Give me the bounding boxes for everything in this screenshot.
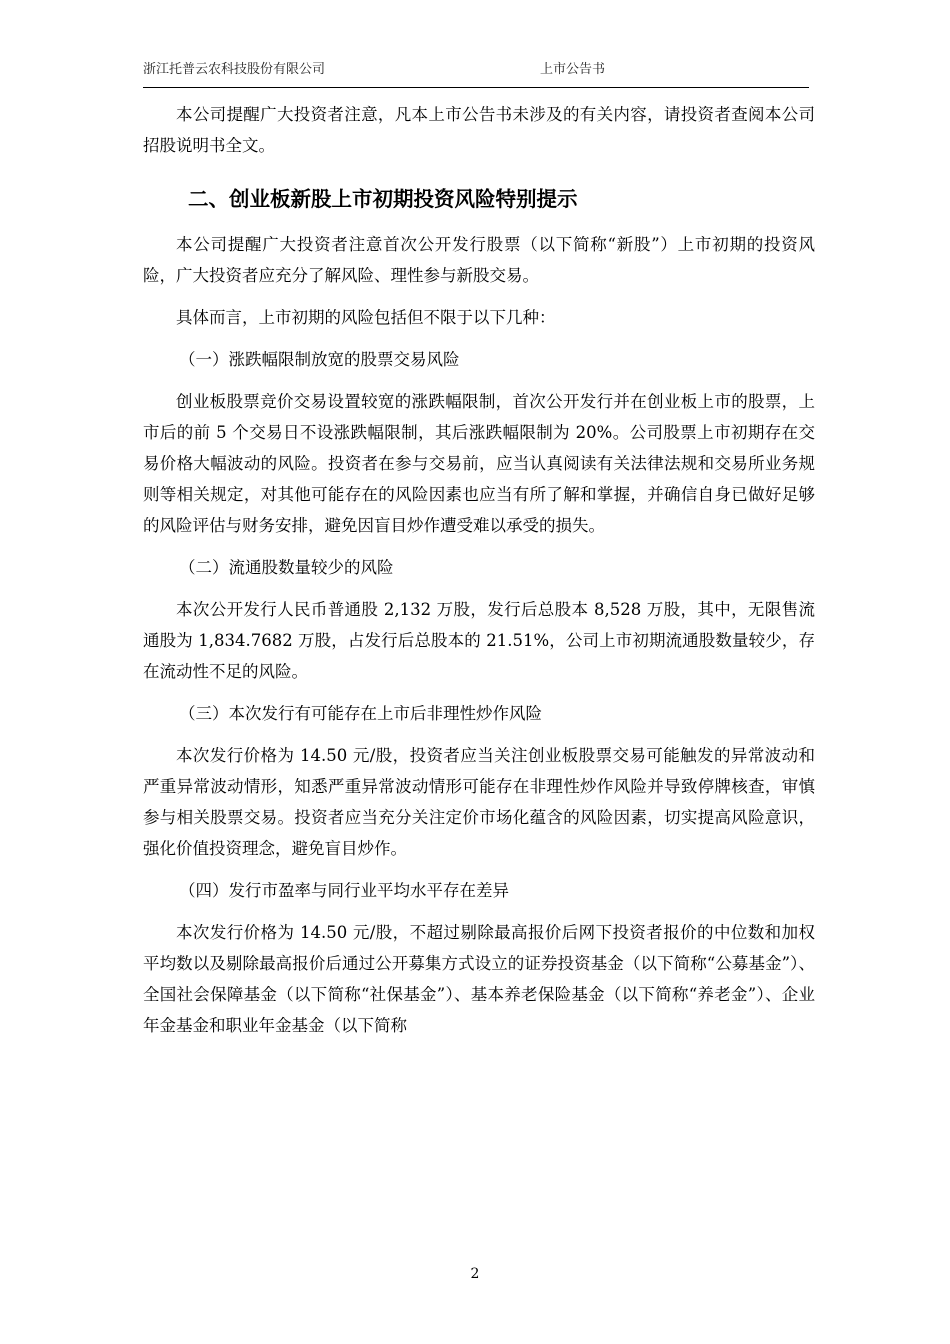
section-title: 二、创业板新股上市初期投资风险特别提示 <box>188 187 578 211</box>
intro-paragraph: 本公司提醒广大投资者注意，凡本上市公告书未涉及的有关内容，请投资者查阅本公司招股说明书全文。 <box>143 105 815 155</box>
page-header <box>143 58 808 78</box>
risk-3-body: 本次发行价格为 14.50 元/股，投资者应当关注创业板股票交易可能触发的异常波动和严重异常波动情形，知悉严重异常波动情形可能存在非理性炒作风险并导致停牌核查，审慎参与相关股票交易。投资者应当充分关注定价市场化蕴含的风险因素，切实提高风险意识，强化价值投资理念，避免盲目炒作。 <box>143 746 815 858</box>
risk-3-title: （三）本次发行有可能存在上市后非理性炒作风险 <box>179 704 542 723</box>
header-company-name: 浙江托普云农科技股份有限公司 <box>143 62 326 77</box>
document-body <box>143 99 815 1052</box>
risks-lead-paragraph: 具体而言，上市初期的风险包括但不限于以下几种： <box>176 308 556 327</box>
page-number: 2 <box>470 1266 480 1282</box>
header-document-type: 上市公告书 <box>540 62 606 77</box>
risk-4-title: （四）发行市盈率与同行业平均水平存在差异 <box>179 881 509 900</box>
header-divider <box>143 87 809 88</box>
risk-4-body: 本次发行价格为 14.50 元/股，不超过剔除最高报价后网下投资者报价的中位数和加权平均数以及剔除最高报价后通过公开募集方式设立的证券投资基金（以下简称“公募基金”）、全国社会保障基金（以下简称“社保基金”）、基本养老保险基金（以下简称“养老金”）、企业年金基金和职业年金基金（以下简称 <box>143 923 815 1035</box>
risk-2-title: （二）流通股数量较少的风险 <box>179 558 394 577</box>
risk-1-body: 创业板股票竞价交易设置较宽的涨跌幅限制，首次公开发行并在创业板上市的股票，上市后的前 5 个交易日不设涨跌幅限制，其后涨跌幅限制为 20%。公司股票上市初期存在交易价格大幅波动的风险。投资者在参与交易前，应当认真阅读有关法律法规和交易所业务规则等相关规定，对其他可能存在的风险因素也应当有所了解和掌握，并确信自身已做好足够的风险评估与财务安排，避免因盲目炒作遭受难以承受的损失。 <box>143 392 815 535</box>
risk-2-body: 本次公开发行人民币普通股 2,132 万股，发行后总股本 8,528 万股，其中，无限售流通股为 1,834.7682 万股，占发行后总股本的 21.51%，公司上市初期流通股数量较少，存在流动性不足的风险。 <box>143 600 815 681</box>
risk-1-title: （一）涨跌幅限制放宽的股票交易风险 <box>179 350 460 369</box>
section-intro-paragraph: 本公司提醒广大投资者注意首次公开发行股票（以下简称“新股”）上市初期的投资风险，广大投资者应充分了解风险、理性参与新股交易。 <box>143 235 815 285</box>
